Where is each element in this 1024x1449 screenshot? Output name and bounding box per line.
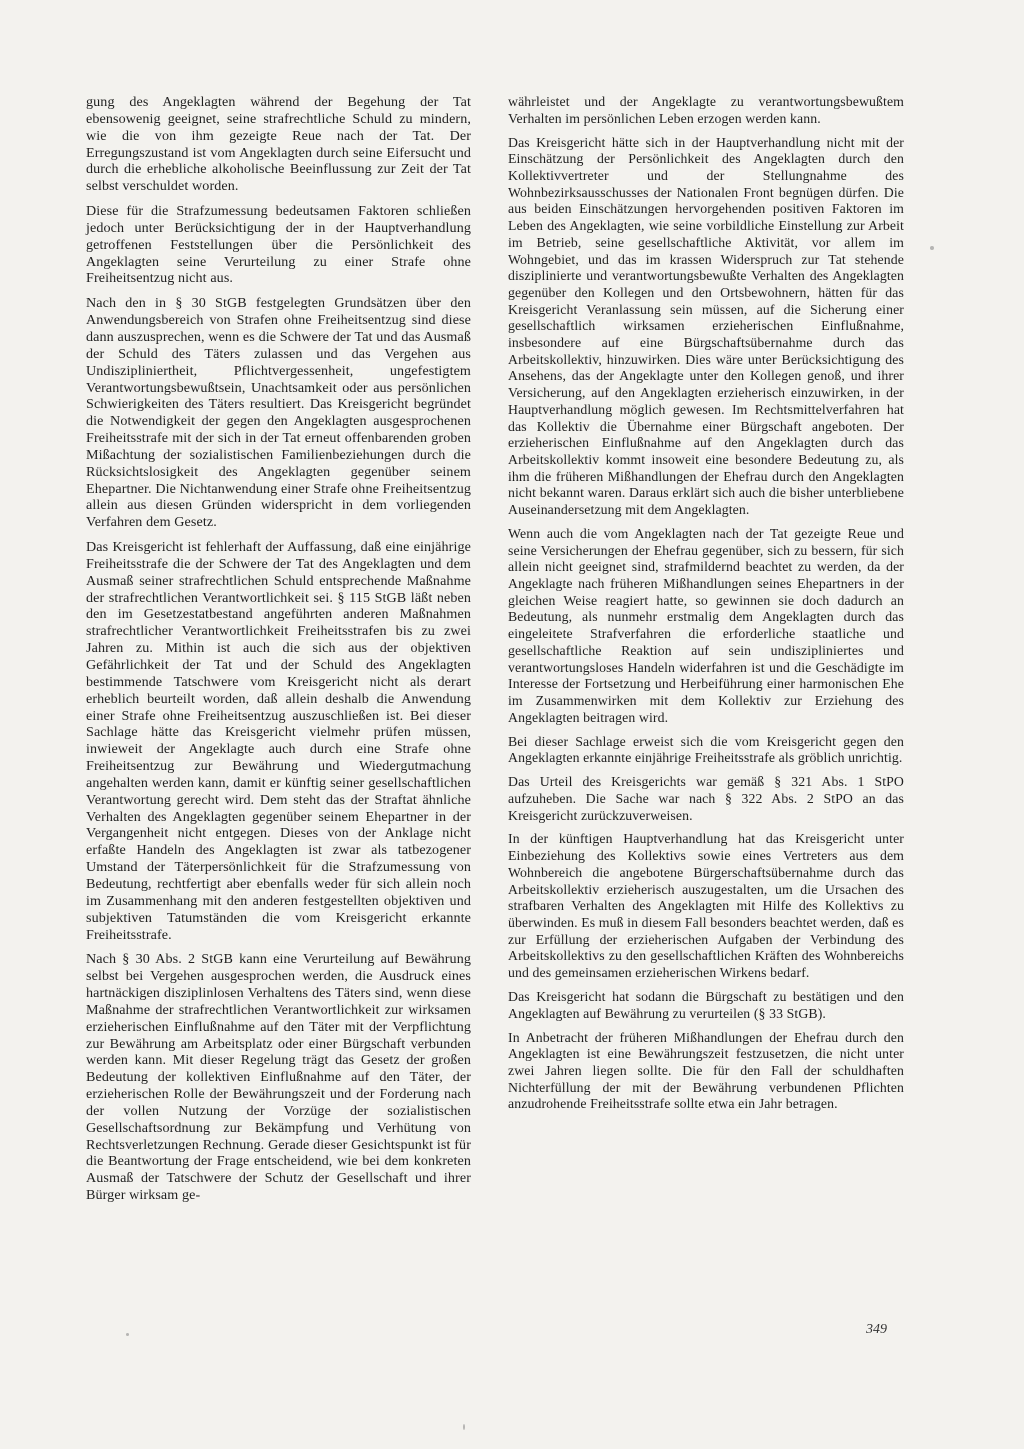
paragraph: Nach § 30 Abs. 2 StGB kann eine Verurteilung auf Bewährung selbst bei Vergehen ausgesprochen werden, die Ausdruck eines hartnäckigen disziplinlosen Verhaltens des Täters sind, wenn diese Maßnahme der strafrechtlichen Verantwortlichkeit zur wirksamen erzieherischen Einflußnahme auf den Täter mit der Verpflichtung zur Bewährung am Arbeitsplatz oder einer Bürgschaft verbunden werden kann. Mit dieser Regelung trägt das Gesetz der großen Bedeutung der kollektiven Einflußnahme auf den Täter, der erzieherischen Rolle der Bewährungszeit und der Forderung nach der vollen Nutzung der Vorzüge der sozialistischen Gesellschaftsordnung zur Bekämpfung und Verhütung von Rechtsverletzungen Rechnung. Gerade dieser Gesichtspunkt ist für die Beantwortung der Frage entscheidend, wie bei dem konkreten Ausmaß der Tatschwere der Schutz der Gesellschaft und ihrer Bürger wirksam ge- xyxy=(86,951,471,1204)
scan-speck xyxy=(463,1424,465,1430)
scan-speck xyxy=(930,246,934,250)
paragraph: Das Kreisgericht hätte sich in der Hauptverhandlung nicht mit der Einschätzung der Persönlichkeit des Angeklagten durch den Kollektivvertreter und der Stellungnahme des Wohnbezirksausschusses der Nationalen Front begnügen dürfen. Die aus beiden Einschätzungen hervorgehenden positiven Faktoren im Leben des Angeklagten, wie seine vorbildliche Einstellung zur Arbeit im Betrieb, seine gesellschaftliche Aktivität, vor allem im Wohngebiet, und das im krassen Widerspruch zur Tat stehende disziplinierte und verantwortungsbewußte Verhalten des Angeklagten gegenüber den Kollegen und den Ortsbewohnern, hätten für das Kreisgericht Veranlassung sein müssen, auf die Sicherung einer gesellschaftlich wirksamen erzieherischen Einflußnahme, insbesondere auf eine Bürgschaftsübernahme durch das Arbeitskollektiv, hinzuwirken. Dies wäre unter Berücksichtigung des Ansehens, das der Angeklagte unter den Kollegen genoß, und ihrer Versicherung, auf den Angeklagten erzieherisch einzuwirken, in der Hauptverhandlung möglich gewesen. Im Rechtsmittelverfahren hat das Kollektiv die Übernahme einer Bürgschaft angeboten. Der erzieherischen Einflußnahme auf den Angeklagten durch das Arbeitskollektiv kommt insoweit eine besondere Bedeutung zu, als ihm die früheren Mißhandlungen der Ehefrau durch den Angeklagten nicht bekannt waren. Daraus erklärt sich auch die bisher unterbliebene Auseinandersetzung mit dem Angeklagten. xyxy=(508,134,904,518)
left-column xyxy=(86,94,471,1212)
paragraph: Wenn auch die vom Angeklagten nach der Tat gezeigte Reue und seine Versicherungen der Ehefrau gegenüber, sich zu bessern, für sich allein nicht geeignet sind, strafmildernd beachtet zu werden, da der Angeklagte nach früheren Mißhandlungen seines Ehepartners in der gleichen Weise reagiert hatte, so gewinnen sie doch dadurch an Bedeutung, als nunmehr erstmalig dem Angeklagten durch das eingeleitete Strafverfahren die erforderliche staatliche und gesellschaftliche Reaktion auf sein undiszipliniertes und verantwortungsloses Handeln widerfahren ist und die Geschädigte im Interesse der Fortsetzung und Herbeiführung einer harmonischen Ehe im Zusammenwirken mit dem Kollektiv zur Erziehung des Angeklagten beitragen wird. xyxy=(508,525,904,725)
page-number: 349 xyxy=(866,1322,887,1337)
paragraph: Bei dieser Sachlage erweist sich die vom Kreisgericht gegen den Angeklagten erkannte einjährige Freiheitsstrafe als gröblich unrichtig. xyxy=(508,733,904,766)
paragraph: Das Kreisgericht hat sodann die Bürgschaft zu bestätigen und den Angeklagten auf Bewährung zu verurteilen (§ 33 StGB). xyxy=(508,988,904,1021)
paragraph: Das Kreisgericht ist fehlerhaft der Auffassung, daß eine einjährige Freiheitsstrafe die der Schwere der Tat des Angeklagten und dem Ausmaß seiner strafrechtlichen Schuld entsprechende Maßnahme der strafrechtlichen Verantwortlichkeit sei. § 115 StGB läßt neben den im Gesetzestatbestand angeführten anderen Maßnahmen strafrechtlicher Verantwortlichkeit Freiheitsstrafen bis zu zwei Jahren zu. Mithin ist auch die sich aus der objektiven Gefährlichkeit der Tat und der Schuld des Angeklagten bestimmende Tatschwere vom Kreisgericht nicht als derart erheblich beurteilt worden, daß allein deshalb die Anwendung einer Strafe ohne Freiheitsentzug auszuschließen ist. Bei dieser Sachlage hätte das Kreisgericht vielmehr prüfen müssen, inwieweit der Angeklagte auch durch eine Strafe ohne Freiheitsentzug zur Bewährung und Wiedergutmachung angehalten werden kann, damit er künftig seiner gesellschaftlichen Verantwortung gerecht wird. Dem steht das der Straftat ähnliche Verhalten des Angeklagten gegenüber seinem Ehepartner in der Vergangenheit nicht entgegen. Dieses von der Anklage nicht erfaßte Handeln des Angeklagten ist zwar als tatbezogener Umstand der Täterpersönlichkeit für die Strafzumessung von Bedeutung, rechtfertigt aber ebenfalls weder für sich allein noch im Zusammenhang mit den anderen festgestellten objektiven und subjektiven Tatumständen die vom Kreisgericht erkannte Freiheitsstrafe. xyxy=(86,539,471,943)
paragraph: währleistet und der Angeklagte zu verantwortungsbewußtem Verhalten im persönlichen Leben erzogen werden kann. xyxy=(508,94,904,126)
paragraph: In der künftigen Hauptverhandlung hat das Kreisgericht unter Einbeziehung des Kollektivs sowie eines Vertreters aus dem Wohnbereich die angebotene Bürgerschaftsübernahme durch das Arbeitskollektiv erzieherisch auszugestalten, um die Ursachen des strafbaren Verhalten des Angeklagten mit Hilfe des Kollektivs zu überwinden. Es muß in diesem Fall besonders beachtet werden, daß es zur Erfüllung der erzieherischen Aufgaben der Verbindung des Arbeitskollektivs zu den gesellschaftlichen Kräften des Wohnbereichs und des gemeinsamen erzieherischen Wirkens bedarf. xyxy=(508,831,904,981)
paragraph: Das Urteil des Kreisgerichts war gemäß § 321 Abs. 1 StPO aufzuheben. Die Sache war nach § 322 Abs. 2 StPO an das Kreisgericht zurückzuverweisen. xyxy=(508,774,904,823)
paragraph: In Anbetracht der früheren Mißhandlungen der Ehefrau durch den Angeklagten ist eine Bewährungszeit festzusetzen, die nicht unter zwei Jahren liegen sollte. Die für den Fall der schuldhaften Nichterfüllung der mit der Bewährung verbundenen Pflichten anzudrohende Freiheitsstrafe sollte etwa ein Jahr betragen. xyxy=(508,1029,904,1112)
scan-speck xyxy=(126,1333,129,1336)
paragraph: Diese für die Strafzumessung bedeutsamen Faktoren schließen jedoch unter Berücksichtigung der in der Hauptverhandlung getroffenen Feststellungen über die Persönlichkeit des Angeklagten seine Verurteilung zu einer Strafe ohne Freiheitsentzug nicht aus. xyxy=(86,203,471,287)
right-column xyxy=(508,94,904,1120)
paragraph: Nach den in § 30 StGB festgelegten Grundsätzen über den Anwendungsbereich von Strafen ohne Freiheitsentzug sind diese dann auszusprechen, wenn es die Schwere der Tat und das Ausmaß der Schuld des Täters zulassen und das Vergehen aus Undiszipliniertheit, Pflichtvergessenheit, ungefestigtem Verantwortungsbewußtsein, Unachtsamkeit oder aus persönlichen Schwierigkeiten des Täters resultiert. Das Kreisgericht begründet die Notwendigkeit der gegen den Angeklagten ausgesprochenen Freiheitsstrafe mit der sich in der Tat erneut offenbarenden groben Mißachtung der sozialistischen Familienbeziehungen durch die Rücksichtslosigkeit des Angeklagten gegenüber seinem Ehepartner. Die Nichtanwendung einer Strafe ohne Freiheitsentzug allein aus diesen Gründen widerspricht in dem vorliegenden Verfahren dem Gesetz. xyxy=(86,295,471,531)
paragraph: gung des Angeklagten während der Begehung der Tat ebensowenig geeignet, seine strafrechtliche Schuld zu mindern, wie die von ihm gezeigte Reue nach der Tat. Der Erregungszustand ist vom Angeklagten durch seine Eifersucht und durch die erhebliche alkoholische Beeinflussung zur Zeit der Tat selbst verschuldet worden. xyxy=(86,94,471,195)
